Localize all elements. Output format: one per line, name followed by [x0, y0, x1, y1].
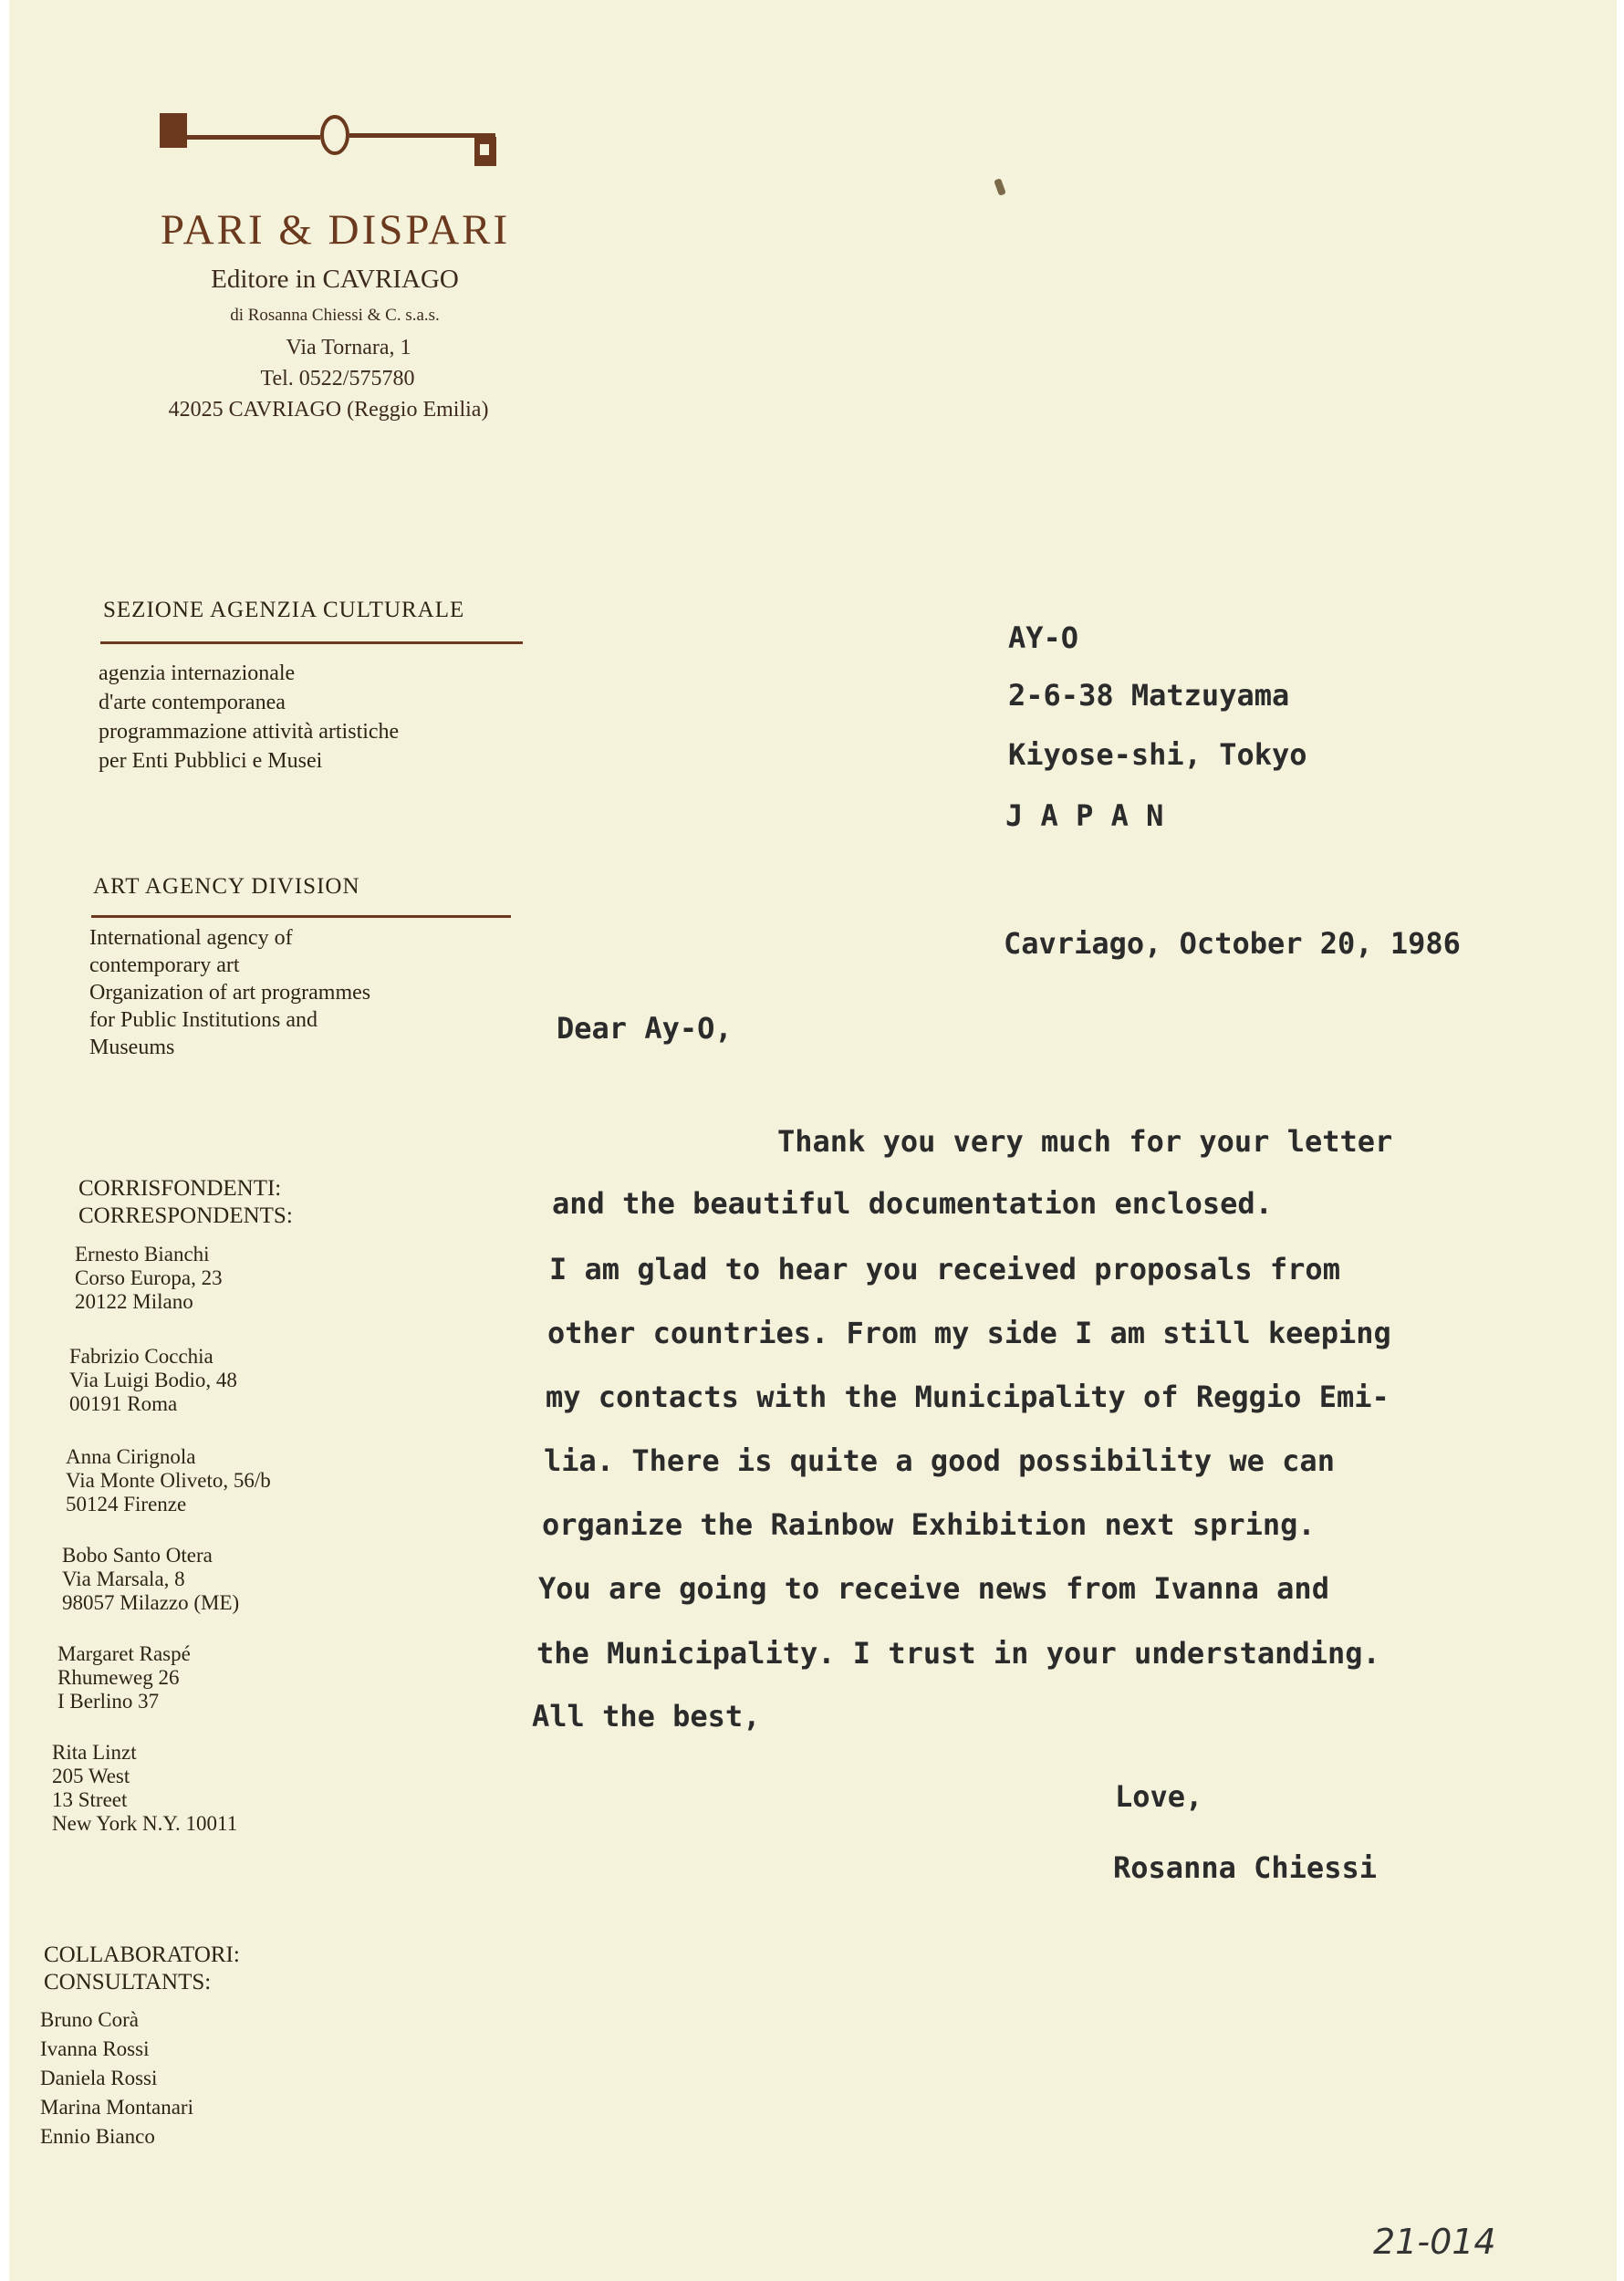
- letter-greeting: Dear Ay-O,: [557, 1011, 733, 1046]
- recipient-line: 2-6-38 Matzuyama: [1008, 678, 1290, 713]
- consultants-list: Bruno Corà Ivanna Rossi Daniela Rossi Marina Montanari Ennio Bianco: [40, 2008, 193, 2148]
- correspondent-entry: Ernesto Bianchi Corso Europa, 23 20122 Milano: [75, 1243, 223, 1313]
- letter-body-line: other countries. From my side I am still keeping: [547, 1316, 1391, 1350]
- letter-sheet: [9, 0, 1617, 2281]
- recipient-line: Kiyose-shi, Tokyo: [1008, 737, 1307, 772]
- correspondent-entry: Margaret Raspé Rhumeweg 26 I Berlino 37: [57, 1642, 191, 1713]
- key-logo-icon: [160, 108, 506, 199]
- art-section-heading: ART AGENCY DIVISION: [93, 874, 360, 899]
- recipient-country: J A P A N: [1005, 798, 1164, 833]
- consultants-heading: COLLABORATORI: CONSULTANTS:: [44, 1942, 240, 1995]
- letter-body-line: the Municipality. I trust in your understanding.: [536, 1636, 1380, 1671]
- letter-body-line: and the beautiful documentation enclosed.: [552, 1186, 1273, 1221]
- letter-signature: Rosanna Chiessi: [1113, 1850, 1377, 1885]
- letterhead-subtitle: Editore in CAVRIAGO: [211, 265, 459, 294]
- correspondent-entry: Anna Cirignola Via Monte Oliveto, 56/b 50124 Firenze: [66, 1445, 271, 1515]
- letter-body-line: my contacts with the Municipality of Reggio Emi-: [546, 1380, 1390, 1414]
- art-section-text: International agency of contemporary art Organization of art programmes for Public Institutions and Museums: [89, 926, 371, 1059]
- letterhead-city: 42025 CAVRIAGO (Reggio Emilia): [168, 398, 489, 422]
- letter-body-line: I am glad to hear you received proposals from: [549, 1252, 1340, 1286]
- letter-closing: Love,: [1115, 1779, 1203, 1814]
- letter-body-line: organize the Rainbow Exhibition next spring.: [542, 1507, 1316, 1542]
- letter-body-line: lia. There is quite a good possibility we can: [544, 1443, 1335, 1478]
- letter-body-line: Thank you very much for your letter: [777, 1124, 1393, 1159]
- paper-speck: [994, 178, 1006, 196]
- correspondent-entry: Rita Linzt 205 West 13 Street New York N.Y. 10011: [52, 1741, 238, 1835]
- archive-number: 21-014: [1373, 2222, 1496, 2262]
- art-section-rule: [91, 915, 511, 918]
- letter-date: Cavriago, October 20, 1986: [1004, 926, 1461, 961]
- recipient-line: AY-O: [1008, 620, 1079, 655]
- correspondent-entry: Fabrizio Cocchia Via Luigi Bodio, 48 00191 Roma: [69, 1345, 237, 1415]
- letterhead-name: PARI & DISPARI: [160, 206, 511, 254]
- cultural-section-heading: SEZIONE AGENZIA CULTURALE: [103, 598, 465, 622]
- letterhead-street: Via Tornara, 1: [286, 336, 411, 359]
- correspondent-entry: Bobo Santo Otera Via Marsala, 8 98057 Milazzo (ME): [62, 1544, 240, 1614]
- letterhead-tel: Tel. 0522/575780: [260, 367, 415, 391]
- letterhead-company: di Rosanna Chiessi & C. s.a.s.: [230, 306, 440, 325]
- cultural-section-rule: [100, 641, 523, 644]
- letter-body-line: You are going to receive news from Ivanna and: [538, 1571, 1329, 1606]
- correspondents-heading: CORRISFONDENTI: CORRESPONDENTS:: [78, 1176, 293, 1228]
- cultural-section-text: agenzia internazionale d'arte contemporanea programmazione attività artistiche per Enti Pubblici e Musei: [99, 661, 400, 773]
- letter-body-line: All the best,: [532, 1699, 761, 1734]
